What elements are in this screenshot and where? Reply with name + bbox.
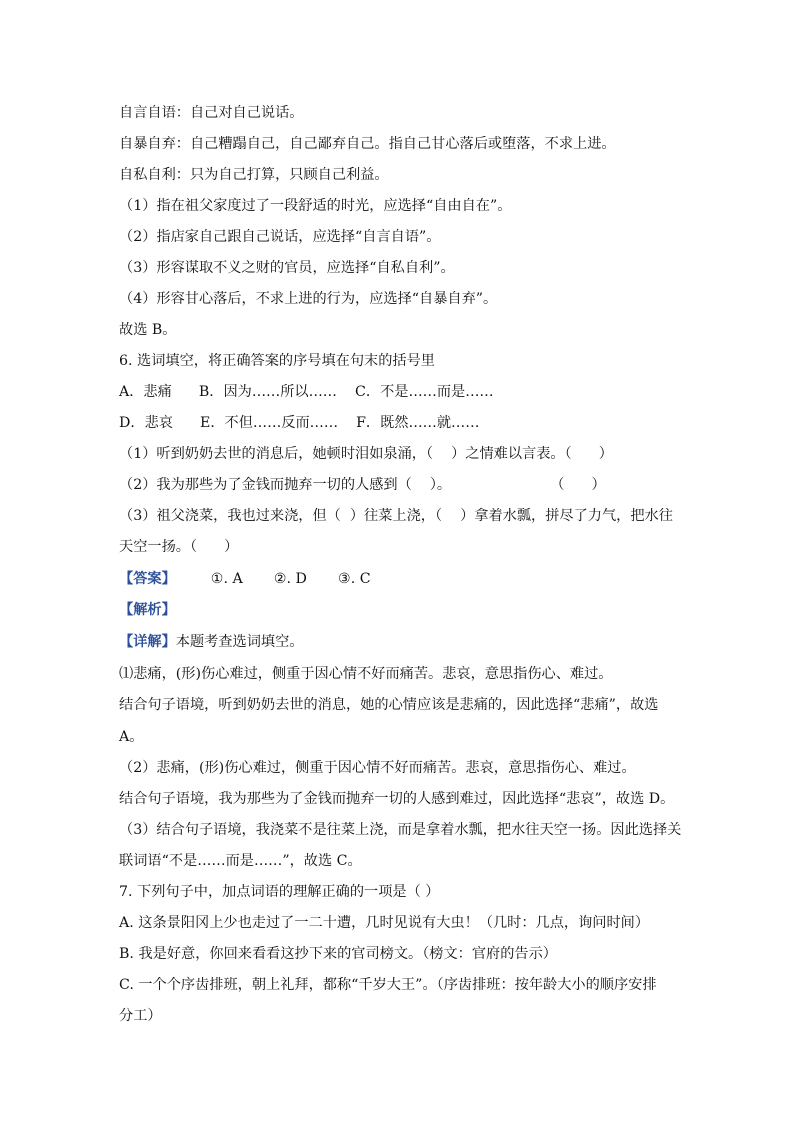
text-line: 结合句子语境，我为那些为了金钱而抛弃一切的人感到难过，因此选择“悲哀”，故选 D。 bbox=[119, 791, 675, 807]
text-line: （2）我为那些为了金钱而抛弃一切的人感到（ ）。 （ ） bbox=[119, 477, 606, 493]
text-line: （3）形容谋取不义之财的官员，应选择“自私自利”。 bbox=[119, 260, 455, 276]
option-line: A．悲痛 B．因为……所以…… C．不是……而是…… bbox=[119, 384, 494, 400]
option-line: D．悲哀 E．不但……反而…… F．既然……就…… bbox=[119, 415, 480, 431]
text-line: （1）指在祖父家度过了一段舒适的时光，应选择“自由自在”。 bbox=[119, 198, 512, 214]
text-line: 结合句子语境，听到奶奶去世的消息，她的心情应该是悲痛的，因此选择“悲痛”，故选 bbox=[119, 697, 659, 713]
text-line: 自私自利：只为自己打算，只顾自己利益。 bbox=[119, 167, 389, 183]
text-line: ⑴悲痛，(形)伤心难过，侧重于因心情不好而痛苦。悲哀，意思指伤心、难过。 bbox=[119, 666, 613, 682]
option-line: C. 一个个序齿排班，朝上礼拜，都称“千岁大王”。（序齿排班：按年龄大小的顺序安排 bbox=[119, 977, 657, 993]
text-line: 天空一扬。（ ） bbox=[119, 539, 239, 555]
answer-item: ①. A bbox=[210, 571, 243, 587]
detail-text: 本题考查选词填空。 bbox=[175, 634, 304, 650]
text-line: （3）祖父浇菜，我也过来浇，但（ ）往菜上浇，（ ）拿着水瓢，拼尽了力气，把水往 bbox=[119, 508, 673, 524]
text-line: （2）指店家自己跟自己说话，应选择“自言自语”。 bbox=[119, 229, 441, 245]
answer-line bbox=[119, 569, 371, 589]
option-line: B. 我是好意，你回来看看这抄下来的官司榜文。（榜文：官府的告示） bbox=[119, 946, 557, 962]
text-line: （2）悲痛，(形)伤心难过，侧重于因心情不好而痛苦。悲哀，意思指伤心、难过。 bbox=[119, 760, 636, 776]
text-line: 自言自语：自己对自己说话。 bbox=[119, 105, 304, 121]
analysis-tag: 【解析】 bbox=[119, 602, 176, 618]
text-line: （3）结合句子语境，我浇菜不是往菜上浇，而是拿着水瓢，把水往天空一扬。因此选择关 bbox=[119, 822, 682, 838]
detail-line bbox=[119, 632, 303, 652]
answer-item: ③. C bbox=[337, 571, 371, 587]
text-line: A。 bbox=[119, 729, 144, 745]
answer-tag: 【答案】 bbox=[119, 571, 176, 587]
option-line: A. 这条景阳冈上少也走过了一二十遭，几时见说有大虫！（几时：几点，询问时间） bbox=[119, 915, 650, 931]
answer-item: ②. D bbox=[273, 571, 307, 587]
text-line: 故选 B。 bbox=[119, 322, 177, 338]
detail-tag: 【详解】 bbox=[119, 634, 176, 650]
text-line: （1）听到奶奶去世的消息后，她顿时泪如泉涌，（ ）之情难以言表。（ ） bbox=[119, 446, 613, 462]
text-line: 自暴自弃：自己糟蹋自己，自己鄙弃自己。指自己甘心落后或堕落，不求上进。 bbox=[119, 136, 616, 152]
question-title: 6. 选词填空，将正确答案的序号填在句末的括号里 bbox=[119, 353, 435, 369]
text-line: 联词语“不是……而是……”，故选 C。 bbox=[119, 853, 362, 869]
text-line: 分工） bbox=[119, 1008, 162, 1024]
analysis-line bbox=[119, 600, 176, 620]
text-line: （4）形容甘心落后，不求上进的行为，应选择“自暴自弃”。 bbox=[119, 291, 498, 307]
question-title: 7. 下列句子中，加点词语的理解正确的一项是（ ） bbox=[119, 884, 440, 900]
